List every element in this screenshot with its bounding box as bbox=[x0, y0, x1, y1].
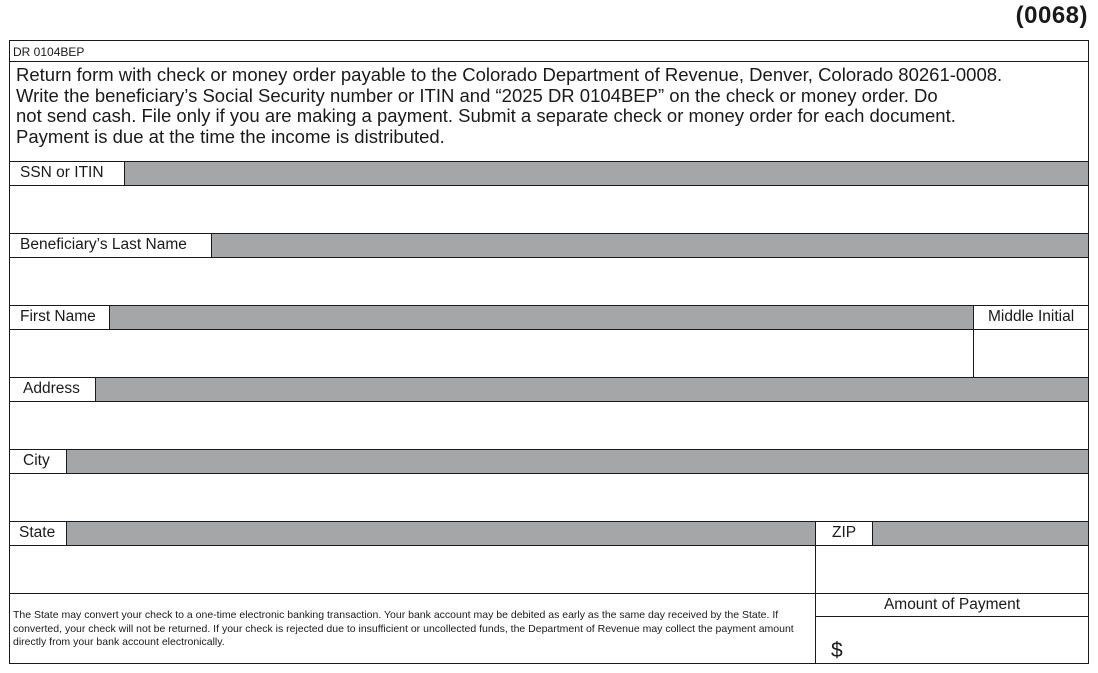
ssn-input[interactable] bbox=[10, 186, 1088, 233]
middle-initial-label: Middle Initial bbox=[973, 305, 1088, 330]
amount-label-rule bbox=[816, 616, 1088, 617]
last-name-label: Beneficiary’s Last Name bbox=[10, 233, 212, 258]
amount-input[interactable] bbox=[855, 618, 1088, 663]
first-name-label-bar bbox=[10, 305, 1088, 330]
last-name-input[interactable] bbox=[10, 258, 1088, 305]
instructions-text: Return form with check or money order payable to the Colorado Department of Revenue, Denver, Colorado 80261-0008. Write the beneficiary’s Social Security number or ITIN and “2025 DR 0104BEP” on the check or money order. Do not send cash. File only if you are making a payment. Submit a separate check or money order for each document. Payment is due at the time the income is distributed. bbox=[10, 61, 1088, 157]
electronic-conversion-notice: The State may convert your check to a one-time electronic banking transaction. Your bank account may be debited as early as the same day received by the State. If converted, your check will not be returned. If your check is rejected due to insufficient or uncollected funds, the Department of Revenue may collect the payment amount directly from your bank account electronically. bbox=[13, 609, 794, 648]
city-label: City bbox=[10, 449, 67, 474]
address-input[interactable] bbox=[10, 402, 1088, 449]
ssn-label: SSN or ITIN bbox=[10, 161, 125, 186]
currency-symbol: $ bbox=[831, 639, 843, 662]
address-label: Address bbox=[10, 377, 96, 402]
first-name-input[interactable] bbox=[10, 330, 973, 377]
state-label-bar bbox=[10, 521, 1088, 546]
zip-input[interactable] bbox=[816, 546, 1088, 593]
zip-label: ZIP bbox=[815, 521, 873, 546]
form-id: DR 0104BEP bbox=[13, 45, 85, 59]
payment-voucher-form bbox=[9, 40, 1089, 664]
city-input[interactable] bbox=[10, 474, 1088, 521]
state-input[interactable] bbox=[10, 546, 815, 593]
form-code: (0068) bbox=[1015, 2, 1088, 29]
first-name-label: First Name bbox=[10, 305, 110, 330]
state-label: State bbox=[10, 521, 67, 546]
address-label-bar bbox=[10, 377, 1088, 402]
ssn-label-bar bbox=[10, 161, 1088, 186]
city-label-bar bbox=[10, 449, 1088, 474]
amount-of-payment-label: Amount of Payment bbox=[883, 596, 1021, 613]
bottom-rule bbox=[10, 593, 1088, 594]
middle-initial-input[interactable] bbox=[974, 330, 1088, 377]
